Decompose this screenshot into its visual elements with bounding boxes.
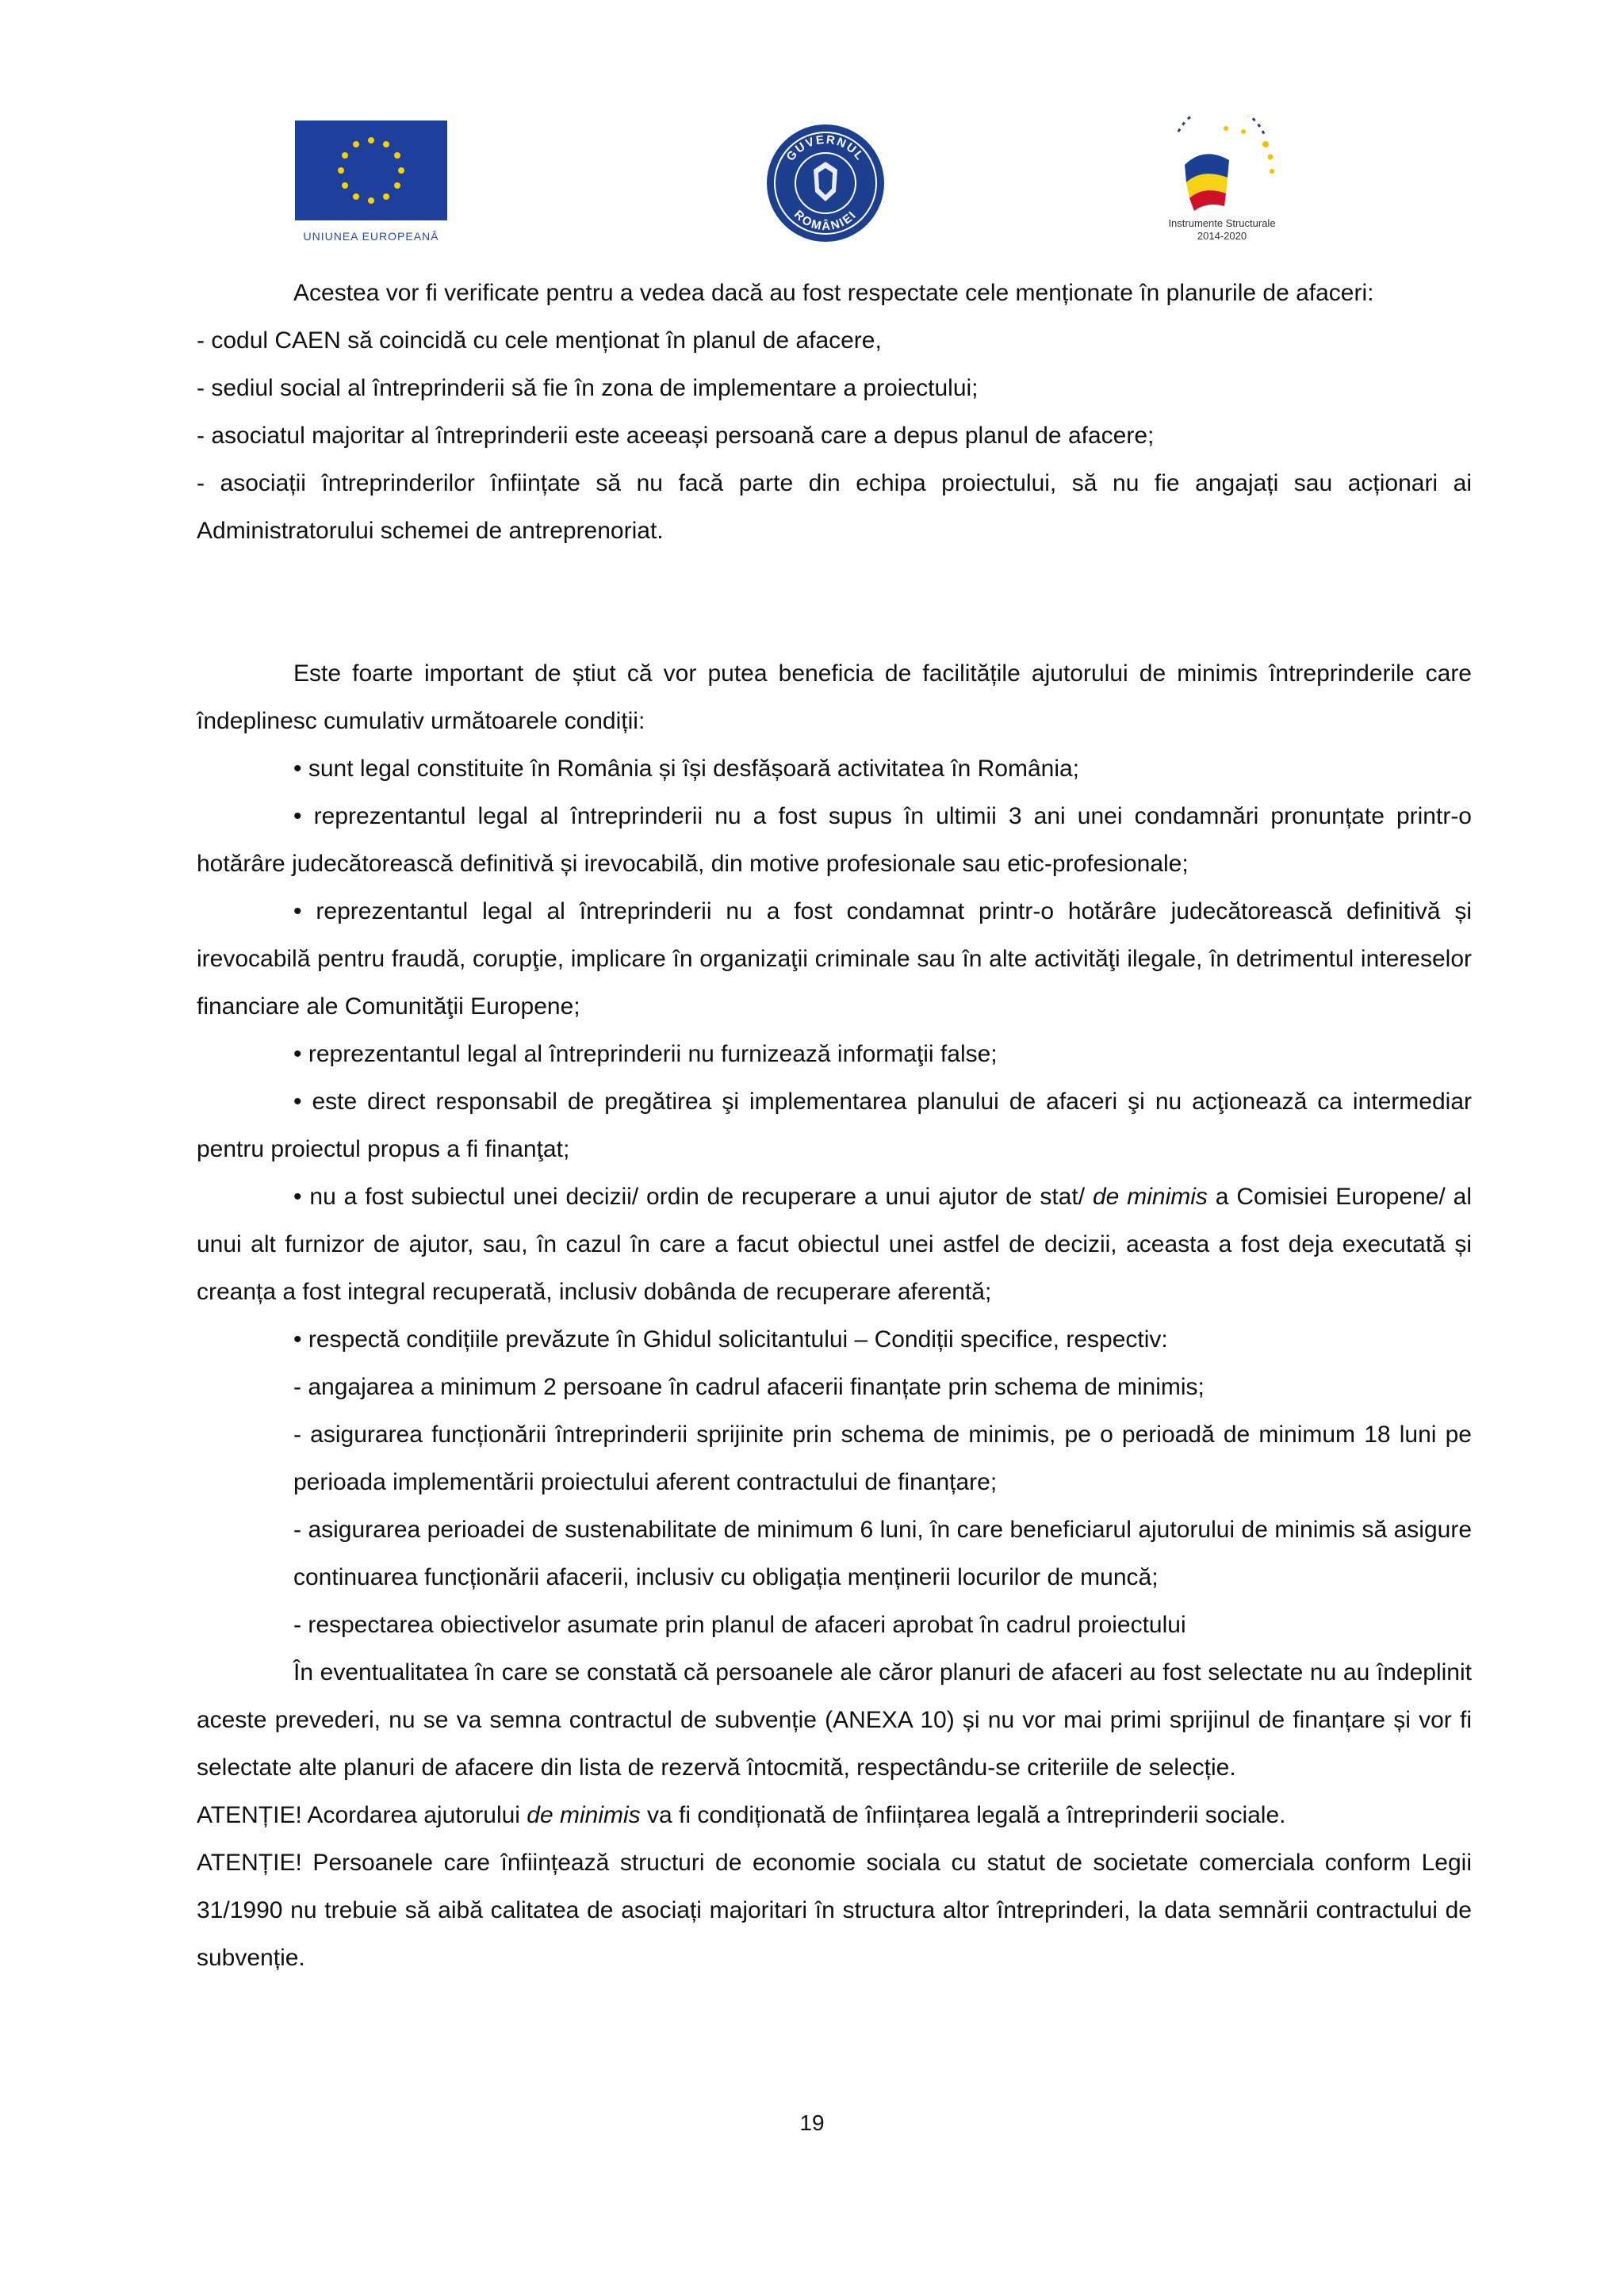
non-compliance-paragraph: În eventualitatea în care se constată că persoanele ale căror planuri de afaceri au fost selectate nu au îndeplinit aceste prevederi, nu se va semna contractul de subvenție (ANEXA 10) și nu vor mai primi sprijinul de finanțare și vor fi selectate alte planuri de afacere din lista de rezervă întocmită, respectându-se criteriile de selecție. xyxy=(197,1659,1472,1781)
condition-no-false-information: • reprezentantul legal al întreprinderii nu furnizează informaţii false; xyxy=(293,1041,998,1067)
page-number: 19 xyxy=(799,2110,825,2135)
condition-no-fraud-conviction: • reprezentantul legal al întreprinderii nu a fost condamnat printr-o hotărâre judecătorească definitivă și irevocabilă pentru fraudă, corupţie, implicare în organizaţii criminale sau în alte activităţi ilegale, în detrimentul intereselor financiare ale Comunităţii Europene; xyxy=(197,898,1472,1020)
check-item-majority-shareholder: - asociatul majoritar al întreprinderii este aceeași persoană care a depus planul de afacere; xyxy=(197,423,1155,449)
paragraph-gap xyxy=(197,555,1472,650)
warning-legal-establishment xyxy=(197,1792,1472,1839)
condition-legal-constitution: • sunt legal constituite în România și își desfășoară activitatea în România; xyxy=(293,756,1080,782)
check-item-headquarters: - sediul social al întreprinderii să fie în zona de implementare a proiectului; xyxy=(197,375,979,401)
warning-majority-associates: ATENȚIE! Persoanele care înființează structuri de economie sociala cu statut de societate comerciala conform Legii 31/1990 nu trebuie să aibă calitatea de asociați majoritari în structura altor întreprinderi, la data semnării contractului de subvenție. xyxy=(197,1850,1472,1971)
gov-seal-bottom-text: ROMÂNIEI xyxy=(791,208,860,234)
is-caption-line2: 2014-2020 xyxy=(1197,230,1247,242)
eu-caption: UNIUNEA EUROPEANĂ xyxy=(303,230,439,243)
condition-recovery-text-b: a Comisiei Europene/ al unui alt furnizor de ajutor, sau, în cazul în care a facut obiectul unei astfel de decizii, aceasta a fost deja executată și creanța a fost integral recuperată, inclusiv dobânda de recuperare aferentă; xyxy=(197,1184,1472,1305)
eu-flag-icon xyxy=(295,121,447,220)
structural-instruments-logo xyxy=(1147,116,1297,255)
structural-instruments-icon xyxy=(1147,116,1297,214)
document-body xyxy=(197,270,1472,1982)
condition-no-professional-conviction: • reprezentantul legal al întreprinderii nu a fost supus în ultimii 3 ani unei condamnări pronunțate printr-o hotărâre judecătorească definitivă și irevocabilă, din motive profesionale sau etic-profesionale; xyxy=(197,803,1472,877)
requirement-operation-period: - asigurarea funcționării întreprinderii sprijinite prin schema de minimis, pe o perioadă de minimum 18 luni pe perioada implementării proiectului aferent contractului de finanțare; xyxy=(293,1422,1472,1495)
warning1-emphasis: de minimis xyxy=(527,1802,641,1828)
requirement-objectives: - respectarea obiectivelor asumate prin planul de afaceri aprobat în cadrul proiectului xyxy=(293,1612,1186,1638)
check-item-caen: - codul CAEN să coincidă cu cele menționat în planul de afacere, xyxy=(197,327,882,354)
requirement-sustainability: - asigurarea perioadei de sustenabilitate de minimum 6 luni, în care beneficiarul ajutorului de minimis să asigure continuarea funcționării afacerii, inclusiv cu obligația menținerii locurilor de muncă; xyxy=(293,1517,1472,1590)
condition-guide-compliance: • respectă condițiile prevăzute în Ghidul solicitantului – Condiții specifice, respectiv: xyxy=(293,1326,1168,1353)
is-caption-line1: Instrumente Structurale xyxy=(1168,217,1276,229)
government-seal-logo xyxy=(764,122,887,244)
condition-direct-responsibility: • este direct responsabil de pregătirea şi implementarea planului de afaceri şi nu acţionează ca intermediar pentru proiectul propus a fi finanţat; xyxy=(197,1089,1472,1162)
condition-recovery-text-a: • nu a fost subiectul unei decizii/ ordin de recuperare a unui ajutor de stat/ xyxy=(293,1184,1093,1210)
structural-instruments-caption xyxy=(1147,217,1297,243)
check-item-associates: - asociații întreprinderilor înființate să nu facă parte din echipa proiectului, să nu fie angajați sau acționari ai Administratorului schemei de antreprenoriat. xyxy=(197,470,1472,544)
eu-logo xyxy=(295,121,447,254)
eu-stars-icon xyxy=(295,121,447,220)
warning1-text-b: va fi condiționată de înființarea legală a întreprinderii sociale. xyxy=(640,1802,1286,1828)
condition-no-recovery-order xyxy=(197,1173,1472,1316)
warning1-text-a: ATENȚIE! Acordarea ajutorului xyxy=(197,1802,527,1828)
condition-recovery-emphasis: de minimis xyxy=(1092,1184,1208,1210)
gov-seal-top-text: GUVERNUL xyxy=(783,132,868,164)
header-logos xyxy=(0,111,1624,254)
intro-paragraph: Acestea vor fi verificate pentru a vedea dacă au fost respectate cele menționate în planurile de afaceri: xyxy=(293,280,1374,306)
romania-government-seal-icon xyxy=(764,122,887,244)
requirement-hiring: - angajarea a minimum 2 persoane în cadrul afacerii finanțate prin schema de minimis; xyxy=(293,1374,1205,1400)
conditions-intro-paragraph: Este foarte important de știut că vor putea beneficia de facilitățile ajutorului de minimis întreprinderile care îndeplinesc cumulativ următoarele condiții: xyxy=(197,660,1472,734)
